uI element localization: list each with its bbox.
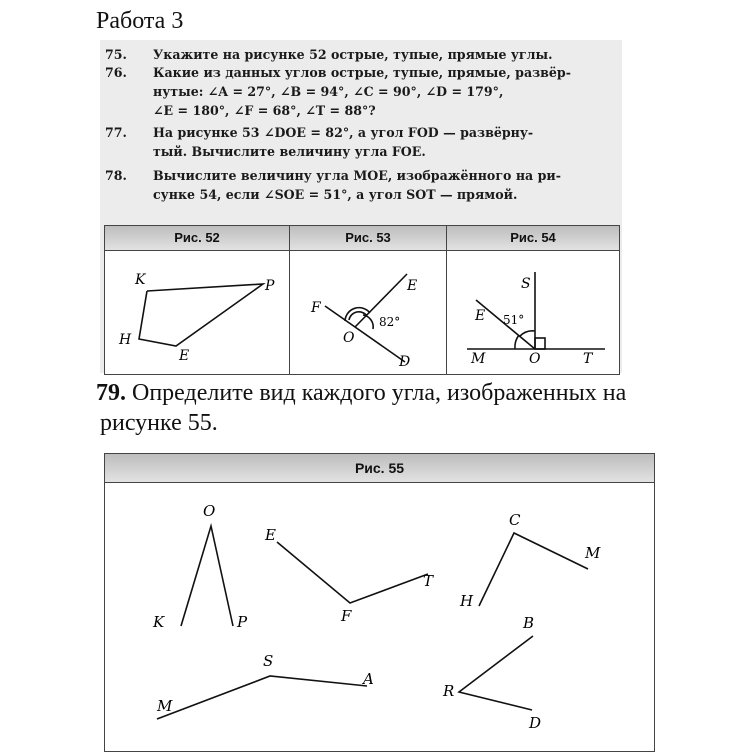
- label-B: B: [523, 614, 535, 632]
- label-E: E: [407, 278, 418, 294]
- figure-52-caption: Рис. 52: [105, 226, 289, 251]
- task-79-text-2: рисунке 55.: [100, 410, 218, 436]
- task-79-text: Определите вид каждого угла, изображенных на: [132, 380, 627, 406]
- label-P: P: [237, 613, 248, 631]
- task-79: [96, 378, 736, 438]
- label-H: H: [119, 332, 132, 348]
- label-M: M: [157, 697, 173, 715]
- label-S: S: [521, 276, 531, 292]
- label-E: E: [265, 526, 276, 544]
- task-line: Какие из данных углов острые, тупые, прямые, развёр-: [153, 65, 571, 80]
- label-T: T: [583, 351, 593, 367]
- label-O: O: [343, 330, 355, 346]
- label-H: H: [460, 592, 474, 610]
- task-number: 76.: [105, 65, 127, 80]
- figures-drawing: [105, 226, 619, 374]
- task-line: ∠E = 180°, ∠F = 68°, ∠T = 88°?: [153, 103, 376, 118]
- label-D: D: [399, 354, 411, 370]
- task-79-number: 79.: [96, 380, 126, 406]
- label-K: K: [153, 613, 165, 631]
- label-D: D: [529, 714, 542, 732]
- task-line: Укажите на рисунке 52 острые, тупые, прямые углы.: [153, 47, 553, 62]
- figure-53-caption: Рис. 53: [290, 226, 446, 251]
- label-M: M: [471, 351, 486, 367]
- angle-51: 51°: [503, 313, 525, 327]
- figure-55-caption: Рис. 55: [105, 454, 654, 483]
- figure-55: [104, 453, 655, 752]
- label-C: C: [509, 511, 521, 529]
- task-number: 78.: [105, 168, 127, 183]
- label-S: S: [263, 652, 274, 670]
- figures-table: [104, 225, 620, 375]
- angle-82: 82°: [379, 315, 401, 329]
- figure-54-angle: [467, 272, 605, 349]
- page-title: Работа 3: [96, 8, 184, 34]
- label-O: O: [529, 351, 541, 367]
- task-number: 77.: [105, 125, 127, 140]
- label-T: T: [423, 572, 434, 590]
- figure-55-drawing: [105, 454, 654, 751]
- task-line: тый. Вычислите величину угла FOE.: [153, 144, 426, 159]
- label-O: O: [203, 502, 216, 520]
- task-number: 75.: [105, 47, 127, 62]
- label-A: A: [363, 670, 374, 688]
- label-E: E: [179, 348, 190, 364]
- label-M: M: [585, 544, 601, 562]
- figure-52-polygon: [139, 284, 263, 346]
- task-line: На рисунке 53 ∠DOE = 82°, а угол FOD — развёрну-: [153, 125, 534, 140]
- label-K: K: [135, 272, 146, 288]
- figure-54-caption: Рис. 54: [447, 226, 619, 251]
- label-E: E: [475, 308, 486, 324]
- label-F: F: [311, 300, 321, 316]
- task-line: нутые: ∠A = 27°, ∠B = 94°, ∠C = 90°, ∠D = 179°,: [153, 84, 504, 99]
- label-P: P: [265, 278, 275, 294]
- task-line: Вычислите величину угла MOE, изображённого на ри-: [153, 168, 561, 183]
- task-line: сунке 54, если ∠SOE = 51°, а угол SOT — прямой.: [153, 187, 518, 202]
- label-F: F: [341, 607, 352, 625]
- label-R: R: [443, 682, 455, 700]
